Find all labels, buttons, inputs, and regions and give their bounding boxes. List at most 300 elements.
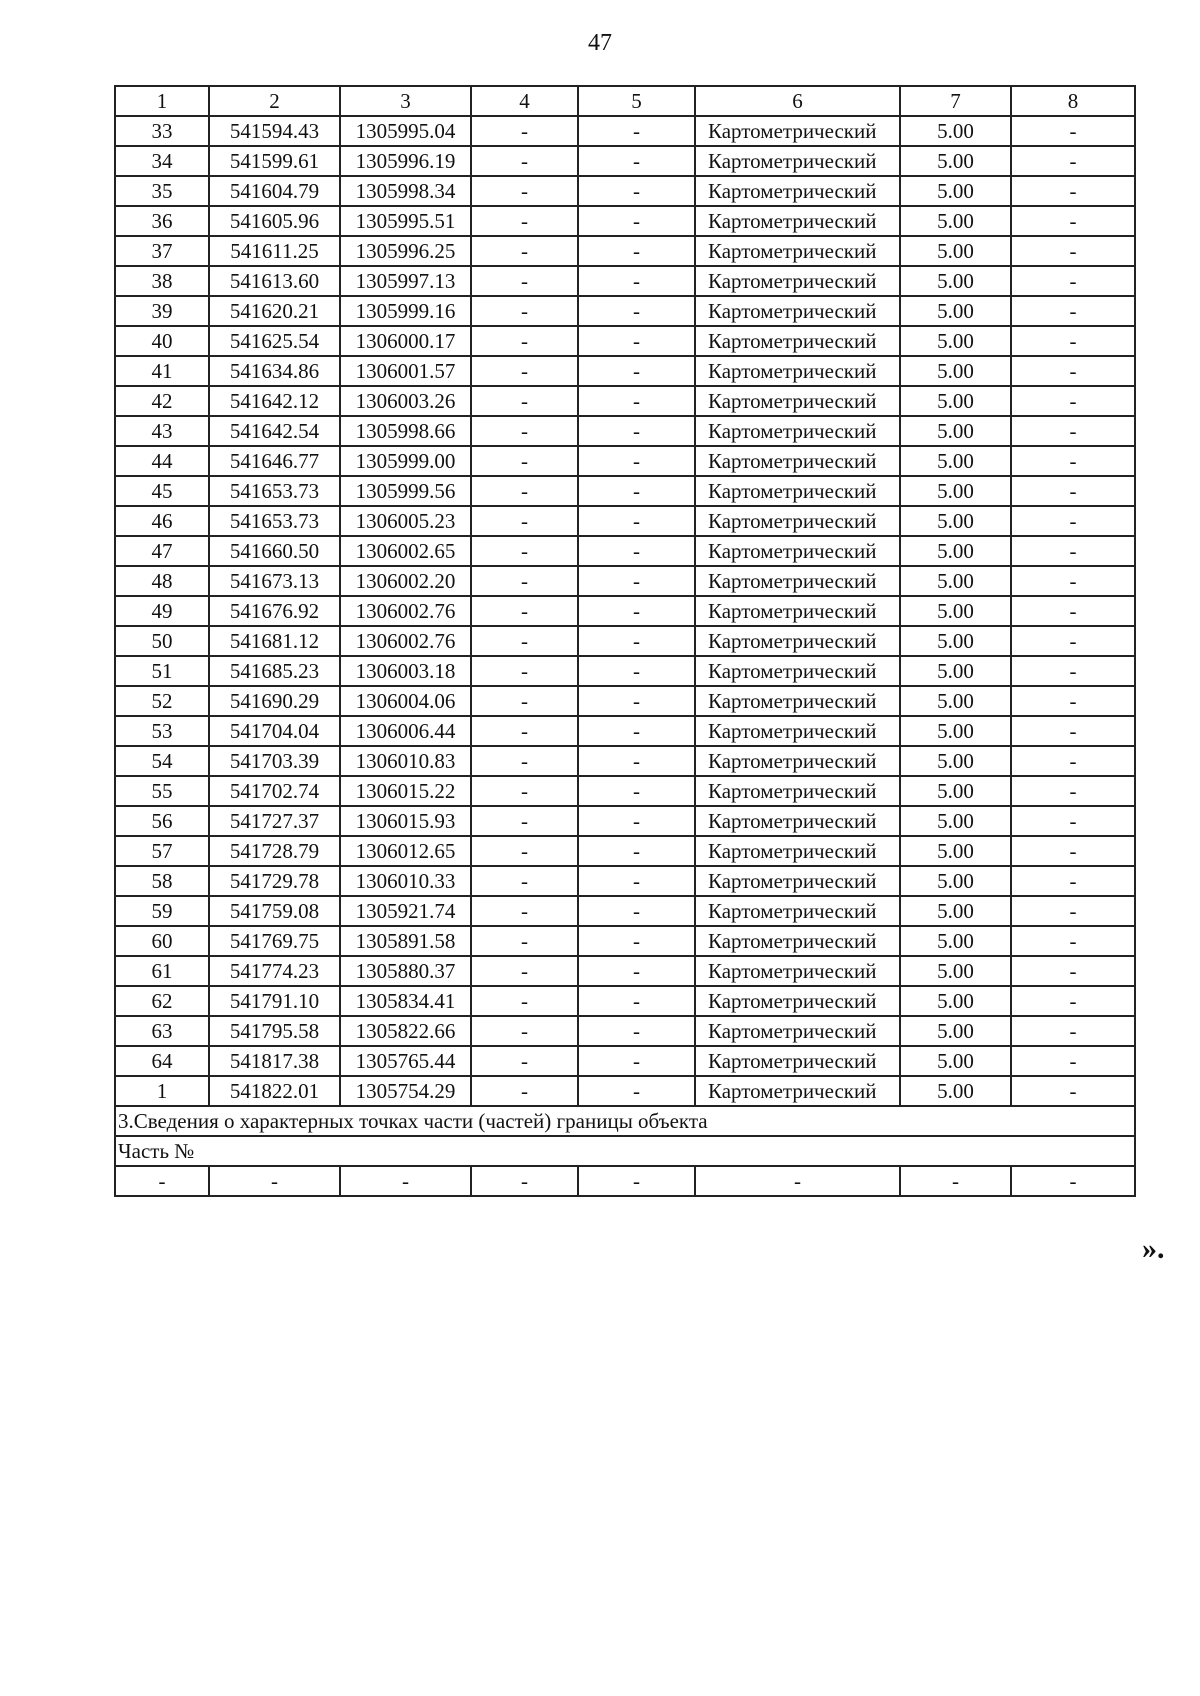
table-row <box>115 206 1135 236</box>
table-cell: 56 <box>115 806 209 836</box>
table-cell: - <box>1011 596 1135 626</box>
table-cell: - <box>1011 656 1135 686</box>
table-cell: 541594.43 <box>209 116 340 146</box>
table-cell: - <box>471 926 578 956</box>
table-row <box>115 566 1135 596</box>
table-row <box>115 476 1135 506</box>
table-cell: 1306010.83 <box>340 746 471 776</box>
table-cell: 51 <box>115 656 209 686</box>
table-cell: - <box>578 1166 695 1196</box>
table-cell: - <box>1011 386 1135 416</box>
table-cell: - <box>1011 236 1135 266</box>
table-row <box>115 776 1135 806</box>
table-cell: Картометрический <box>695 626 900 656</box>
table-cell: - <box>1011 806 1135 836</box>
table-cell: - <box>1011 746 1135 776</box>
table-cell: - <box>471 326 578 356</box>
table-cell: - <box>471 416 578 446</box>
table-cell: - <box>471 686 578 716</box>
empty-row <box>115 1166 1135 1196</box>
table-cell: 5.00 <box>900 1016 1011 1046</box>
table-cell: 541702.74 <box>209 776 340 806</box>
table-cell: 50 <box>115 626 209 656</box>
table-cell: 541774.23 <box>209 956 340 986</box>
table-row <box>115 986 1135 1016</box>
table-cell: 541795.58 <box>209 1016 340 1046</box>
header-cell: 3 <box>340 86 471 116</box>
table-cell: 1306000.17 <box>340 326 471 356</box>
table-cell: - <box>1011 206 1135 236</box>
table-cell: - <box>900 1166 1011 1196</box>
table-cell: 541685.23 <box>209 656 340 686</box>
table-cell: 1305997.13 <box>340 266 471 296</box>
table-cell: 541690.29 <box>209 686 340 716</box>
table-cell: 5.00 <box>900 176 1011 206</box>
table-cell: - <box>471 1076 578 1106</box>
table-cell: - <box>1011 686 1135 716</box>
table-cell: 43 <box>115 416 209 446</box>
table-cell: 1305891.58 <box>340 926 471 956</box>
table-cell: 1306015.93 <box>340 806 471 836</box>
table-cell: - <box>578 776 695 806</box>
table-cell: - <box>471 356 578 386</box>
table-cell: 1305834.41 <box>340 986 471 1016</box>
table-cell: - <box>1011 866 1135 896</box>
table-cell: - <box>1011 326 1135 356</box>
table-cell: 1306005.23 <box>340 506 471 536</box>
table-cell: - <box>471 956 578 986</box>
table-cell: 541604.79 <box>209 176 340 206</box>
table-cell: - <box>471 116 578 146</box>
table-cell: - <box>1011 356 1135 386</box>
table-cell: - <box>471 386 578 416</box>
table-cell: 541653.73 <box>209 506 340 536</box>
table-cell: 55 <box>115 776 209 806</box>
table-row <box>115 716 1135 746</box>
table-cell: Картометрический <box>695 896 900 926</box>
table-cell: - <box>115 1166 209 1196</box>
table-cell: 1305996.19 <box>340 146 471 176</box>
table-cell: 5.00 <box>900 476 1011 506</box>
table-cell: - <box>1011 1166 1135 1196</box>
table-cell: 541727.37 <box>209 806 340 836</box>
table-cell: 1305999.56 <box>340 476 471 506</box>
table-cell: - <box>578 566 695 596</box>
table-cell: Картометрический <box>695 866 900 896</box>
table-cell: Картометрический <box>695 296 900 326</box>
table-cell: - <box>1011 146 1135 176</box>
table-cell: 52 <box>115 686 209 716</box>
table-row <box>115 896 1135 926</box>
header-row <box>115 86 1135 116</box>
table-cell: Картометрический <box>695 686 900 716</box>
table-cell: Картометрический <box>695 146 900 176</box>
table-cell: - <box>1011 476 1135 506</box>
table-cell: - <box>471 146 578 176</box>
table-cell: 5.00 <box>900 596 1011 626</box>
table-cell: - <box>1011 776 1135 806</box>
table-row <box>115 926 1135 956</box>
table-body <box>115 86 1135 1196</box>
table-row <box>115 356 1135 386</box>
table-cell: - <box>578 476 695 506</box>
table-cell: 5.00 <box>900 836 1011 866</box>
table-cell: 541611.25 <box>209 236 340 266</box>
table-cell: 63 <box>115 1016 209 1046</box>
table-cell: 1306002.76 <box>340 596 471 626</box>
table-cell: 1306015.22 <box>340 776 471 806</box>
table-cell: 541660.50 <box>209 536 340 566</box>
table-cell: 39 <box>115 296 209 326</box>
table-row <box>115 266 1135 296</box>
table-cell: 541625.54 <box>209 326 340 356</box>
table-cell: 44 <box>115 446 209 476</box>
table-cell: - <box>578 656 695 686</box>
table-cell: - <box>471 896 578 926</box>
table-cell: 59 <box>115 896 209 926</box>
table-cell: 541703.39 <box>209 746 340 776</box>
table-cell: 1306002.65 <box>340 536 471 566</box>
table-cell: - <box>578 866 695 896</box>
table-cell: 1305880.37 <box>340 956 471 986</box>
table-cell: - <box>471 1046 578 1076</box>
table-cell: 1306012.65 <box>340 836 471 866</box>
table-cell: 5.00 <box>900 1076 1011 1106</box>
table-cell: - <box>578 236 695 266</box>
table-cell: - <box>578 326 695 356</box>
table-cell: 1306002.20 <box>340 566 471 596</box>
table-cell: 1305996.25 <box>340 236 471 266</box>
table-cell: 5.00 <box>900 116 1011 146</box>
table-cell: 58 <box>115 866 209 896</box>
table-cell: - <box>340 1166 471 1196</box>
coordinates-table <box>114 85 1136 1197</box>
table-cell: - <box>471 506 578 536</box>
table-cell: - <box>471 1166 578 1196</box>
table-cell: Картометрический <box>695 266 900 296</box>
table-cell: 5.00 <box>900 986 1011 1016</box>
table-cell: - <box>471 986 578 1016</box>
table-cell: - <box>578 356 695 386</box>
table-row <box>115 656 1135 686</box>
table-cell: 60 <box>115 926 209 956</box>
table-cell: - <box>1011 626 1135 656</box>
table-cell: 5.00 <box>900 236 1011 266</box>
table-cell: - <box>578 206 695 236</box>
table-row <box>115 536 1135 566</box>
table-cell: - <box>471 536 578 566</box>
table-cell: Картометрический <box>695 716 900 746</box>
table-cell: 541704.04 <box>209 716 340 746</box>
table-cell: 5.00 <box>900 266 1011 296</box>
table-cell: 1305921.74 <box>340 896 471 926</box>
table-row <box>115 686 1135 716</box>
table-cell: 5.00 <box>900 926 1011 956</box>
table-cell: - <box>471 266 578 296</box>
table-cell: 541599.61 <box>209 146 340 176</box>
table-cell: Картометрический <box>695 206 900 236</box>
table-cell: - <box>1011 716 1135 746</box>
table-cell: 5.00 <box>900 356 1011 386</box>
table-cell: 38 <box>115 266 209 296</box>
table-cell: 5.00 <box>900 416 1011 446</box>
table-cell: 5.00 <box>900 146 1011 176</box>
table-cell: - <box>578 926 695 956</box>
table-row <box>115 1076 1135 1106</box>
table-cell: 57 <box>115 836 209 866</box>
header-cell: 5 <box>578 86 695 116</box>
table-cell: 5.00 <box>900 386 1011 416</box>
table-cell: - <box>578 416 695 446</box>
table-cell: - <box>1011 1076 1135 1106</box>
table-cell: Картометрический <box>695 806 900 836</box>
table-cell: - <box>1011 446 1135 476</box>
table-cell: - <box>1011 1016 1135 1046</box>
table-cell: - <box>471 446 578 476</box>
table-cell: Картометрический <box>695 986 900 1016</box>
table-row <box>115 296 1135 326</box>
table-cell: 1306001.57 <box>340 356 471 386</box>
table-cell: 5.00 <box>900 776 1011 806</box>
table-cell: 541728.79 <box>209 836 340 866</box>
header-cell: 2 <box>209 86 340 116</box>
table-cell: - <box>471 1016 578 1046</box>
table-cell: 1 <box>115 1076 209 1106</box>
table-cell: 54 <box>115 746 209 776</box>
table-cell: Картометрический <box>695 386 900 416</box>
table-cell: 46 <box>115 506 209 536</box>
table-cell: - <box>1011 176 1135 206</box>
section-title: 3.Сведения о характерных точках части (частей) границы объекта <box>115 1106 1135 1136</box>
table-row <box>115 416 1135 446</box>
table-cell: - <box>1011 266 1135 296</box>
table-cell: - <box>578 386 695 416</box>
header-cell: 1 <box>115 86 209 116</box>
table-cell: Картометрический <box>695 1016 900 1046</box>
table-cell: - <box>578 836 695 866</box>
table-cell: Картометрический <box>695 836 900 866</box>
table-row <box>115 626 1135 656</box>
table-cell: - <box>471 746 578 776</box>
table-cell: - <box>1011 506 1135 536</box>
table-row <box>115 596 1135 626</box>
table-cell: Картометрический <box>695 1046 900 1076</box>
table-cell: 541676.92 <box>209 596 340 626</box>
table-cell: 5.00 <box>900 326 1011 356</box>
table-row <box>115 866 1135 896</box>
table-cell: - <box>578 626 695 656</box>
table-cell: - <box>1011 1046 1135 1076</box>
table-cell: Картометрический <box>695 326 900 356</box>
table-cell: 1305765.44 <box>340 1046 471 1076</box>
table-cell: - <box>578 506 695 536</box>
table-cell: Картометрический <box>695 536 900 566</box>
table-cell: - <box>471 626 578 656</box>
table-cell: Картометрический <box>695 1076 900 1106</box>
table-cell: 5.00 <box>900 686 1011 716</box>
table-cell: 541620.21 <box>209 296 340 326</box>
table-cell: 1306010.33 <box>340 866 471 896</box>
table-cell: 1305822.66 <box>340 1016 471 1046</box>
table-cell: - <box>578 266 695 296</box>
table-cell: 541822.01 <box>209 1076 340 1106</box>
table-cell: 541817.38 <box>209 1046 340 1076</box>
table-cell: Картометрический <box>695 416 900 446</box>
table-cell: - <box>1011 116 1135 146</box>
table-cell: Картометрический <box>695 656 900 686</box>
table-cell: 5.00 <box>900 1046 1011 1076</box>
table-cell: 61 <box>115 956 209 986</box>
coordinates-table-wrapper <box>114 85 1134 1197</box>
table-cell: 1305998.34 <box>340 176 471 206</box>
table-cell: 5.00 <box>900 896 1011 926</box>
table-cell: Картометрический <box>695 596 900 626</box>
table-cell: - <box>578 1046 695 1076</box>
table-cell: - <box>1011 566 1135 596</box>
table-cell: - <box>1011 836 1135 866</box>
table-row <box>115 956 1135 986</box>
table-cell: - <box>578 146 695 176</box>
table-cell: 53 <box>115 716 209 746</box>
table-cell: 47 <box>115 536 209 566</box>
table-row <box>115 326 1135 356</box>
table-cell: - <box>1011 986 1135 1016</box>
table-cell: Картометрический <box>695 956 900 986</box>
table-cell: - <box>578 596 695 626</box>
table-cell: 36 <box>115 206 209 236</box>
table-cell: - <box>471 806 578 836</box>
table-cell: 5.00 <box>900 206 1011 236</box>
table-cell: - <box>471 656 578 686</box>
section-title-row <box>115 1106 1135 1136</box>
table-cell: - <box>578 1076 695 1106</box>
table-row <box>115 506 1135 536</box>
table-cell: Картометрический <box>695 356 900 386</box>
table-row <box>115 1046 1135 1076</box>
table-cell: 541646.77 <box>209 446 340 476</box>
table-cell: 35 <box>115 176 209 206</box>
table-row <box>115 236 1135 266</box>
table-cell: 5.00 <box>900 626 1011 656</box>
table-cell: 40 <box>115 326 209 356</box>
table-cell: - <box>578 896 695 926</box>
table-row <box>115 386 1135 416</box>
table-cell: 1305754.29 <box>340 1076 471 1106</box>
table-cell: 541759.08 <box>209 896 340 926</box>
table-cell: 541613.60 <box>209 266 340 296</box>
table-cell: 541605.96 <box>209 206 340 236</box>
table-cell: Картометрический <box>695 236 900 266</box>
table-cell: 5.00 <box>900 956 1011 986</box>
table-cell: 541791.10 <box>209 986 340 1016</box>
closing-quote: ». <box>1142 1232 1165 1265</box>
table-cell: 5.00 <box>900 566 1011 596</box>
table-row <box>115 116 1135 146</box>
table-cell: 45 <box>115 476 209 506</box>
table-cell: Картометрический <box>695 776 900 806</box>
table-row <box>115 806 1135 836</box>
table-cell: - <box>471 596 578 626</box>
table-cell: - <box>578 746 695 776</box>
table-cell: 49 <box>115 596 209 626</box>
table-cell: 5.00 <box>900 866 1011 896</box>
table-cell: - <box>578 686 695 716</box>
table-cell: 48 <box>115 566 209 596</box>
table-cell: - <box>695 1166 900 1196</box>
table-cell: Картометрический <box>695 446 900 476</box>
table-cell: 541634.86 <box>209 356 340 386</box>
table-cell: - <box>578 296 695 326</box>
table-cell: 34 <box>115 146 209 176</box>
table-cell: 42 <box>115 386 209 416</box>
part-label: Часть № <box>115 1136 1135 1166</box>
table-cell: 62 <box>115 986 209 1016</box>
table-cell: Картометрический <box>695 746 900 776</box>
table-cell: - <box>578 956 695 986</box>
table-cell: - <box>578 446 695 476</box>
table-cell: - <box>471 866 578 896</box>
table-cell: Картометрический <box>695 566 900 596</box>
header-cell: 7 <box>900 86 1011 116</box>
table-cell: 541642.54 <box>209 416 340 446</box>
table-cell: 5.00 <box>900 806 1011 836</box>
table-cell: - <box>471 476 578 506</box>
table-cell: 1306003.26 <box>340 386 471 416</box>
table-cell: 41 <box>115 356 209 386</box>
table-cell: 64 <box>115 1046 209 1076</box>
table-cell: - <box>471 566 578 596</box>
table-cell: - <box>471 716 578 746</box>
table-cell: 1306004.06 <box>340 686 471 716</box>
table-cell: Картометрический <box>695 506 900 536</box>
header-cell: 8 <box>1011 86 1135 116</box>
table-cell: 541681.12 <box>209 626 340 656</box>
table-cell: - <box>471 836 578 866</box>
table-cell: - <box>578 176 695 206</box>
table-cell: 1305998.66 <box>340 416 471 446</box>
table-cell: 33 <box>115 116 209 146</box>
table-cell: 541769.75 <box>209 926 340 956</box>
table-cell: 541673.13 <box>209 566 340 596</box>
table-cell: Картометрический <box>695 926 900 956</box>
table-cell: - <box>578 716 695 746</box>
table-cell: - <box>578 986 695 1016</box>
table-cell: - <box>578 806 695 836</box>
table-cell: 5.00 <box>900 536 1011 566</box>
table-cell: - <box>471 236 578 266</box>
table-cell: - <box>578 536 695 566</box>
table-cell: - <box>1011 536 1135 566</box>
table-cell: 1305995.51 <box>340 206 471 236</box>
header-cell: 6 <box>695 86 900 116</box>
table-cell: - <box>471 176 578 206</box>
table-cell: - <box>1011 416 1135 446</box>
table-cell: - <box>578 116 695 146</box>
table-cell: 5.00 <box>900 296 1011 326</box>
table-cell: 541642.12 <box>209 386 340 416</box>
table-cell: 1305999.00 <box>340 446 471 476</box>
table-cell: - <box>1011 296 1135 326</box>
table-cell: - <box>471 296 578 326</box>
part-label-row <box>115 1136 1135 1166</box>
table-cell: 1306002.76 <box>340 626 471 656</box>
table-cell: 5.00 <box>900 656 1011 686</box>
table-cell: 1306006.44 <box>340 716 471 746</box>
table-cell: Картометрический <box>695 116 900 146</box>
table-cell: 5.00 <box>900 716 1011 746</box>
table-cell: 541653.73 <box>209 476 340 506</box>
table-cell: 1305995.04 <box>340 116 471 146</box>
